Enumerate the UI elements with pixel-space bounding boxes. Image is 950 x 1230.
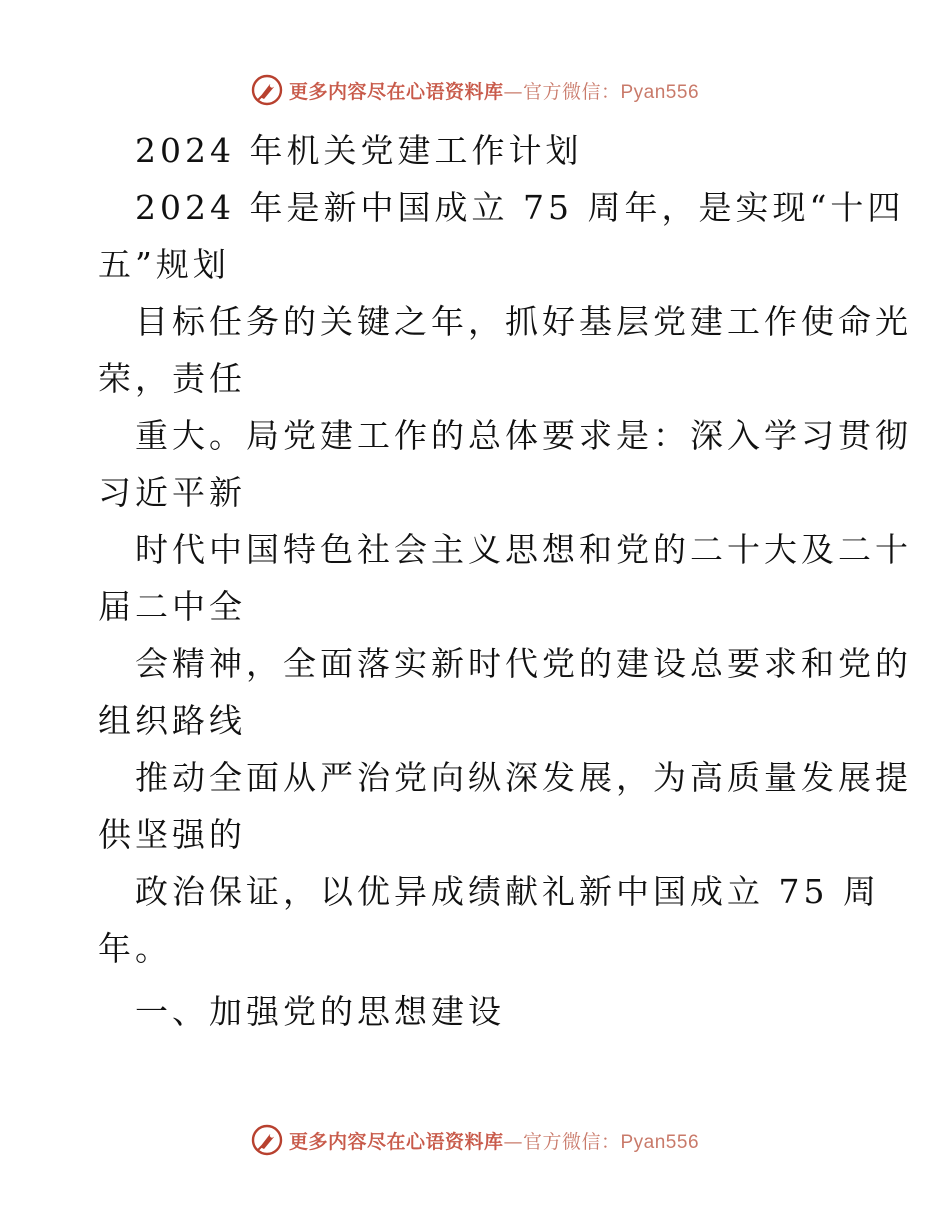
document-body [98, 122, 912, 1040]
watermark-lead: 更多内容尽在心语资料库 [288, 80, 504, 103]
paragraph-line: 会精神，全面落实新时代党的建设总要求和党的 [135, 644, 912, 683]
watermark-separator: — [503, 80, 523, 103]
paragraph-line: 2024 年是新中国成立 75 周年，是实现“十四 [135, 188, 905, 227]
watermark-text [289, 1127, 699, 1154]
pen-nib-logo-icon [251, 1124, 283, 1156]
paragraph-line: 政治保证，以优异成绩献礼新中国成立 75 周 [135, 872, 880, 911]
paragraph-line: 届二中全 [98, 587, 246, 626]
paragraph-line: 年。 [98, 929, 172, 968]
section-heading: 一、加强党的思想建设 [135, 992, 505, 1031]
header-watermark [0, 70, 950, 110]
watermark-text [289, 77, 699, 104]
pen-nib-logo-icon [251, 74, 283, 106]
watermark-tail: 官方微信： [522, 80, 621, 103]
paragraph-line: 荣，责任 [98, 359, 246, 398]
paragraph-line: 习近平新 [98, 473, 246, 512]
paragraph-line: 组织路线 [98, 701, 246, 740]
paragraph-line: 时代中国特色社会主义思想和党的二十大及二十 [135, 530, 912, 569]
footer-watermark [0, 1120, 950, 1160]
watermark-id: Pyan556 [620, 1131, 700, 1153]
paragraph-line: 五”规划 [98, 245, 230, 284]
watermark-tail: 官方微信： [522, 1130, 621, 1153]
paragraph-line: 目标任务的关键之年，抓好基层党建工作使命光 [135, 302, 912, 341]
watermark-id: Pyan556 [620, 81, 700, 103]
paragraph-line: 供坚强的 [98, 815, 246, 854]
paragraph-line: 推动全面从严治党向纵深发展，为高质量发展提 [135, 758, 912, 797]
paragraph-line: 重大。局党建工作的总体要求是：深入学习贯彻 [135, 416, 912, 455]
document-title: 2024 年机关党建工作计划 [135, 131, 583, 170]
watermark-lead: 更多内容尽在心语资料库 [288, 1130, 504, 1153]
watermark-separator: — [503, 1130, 523, 1153]
